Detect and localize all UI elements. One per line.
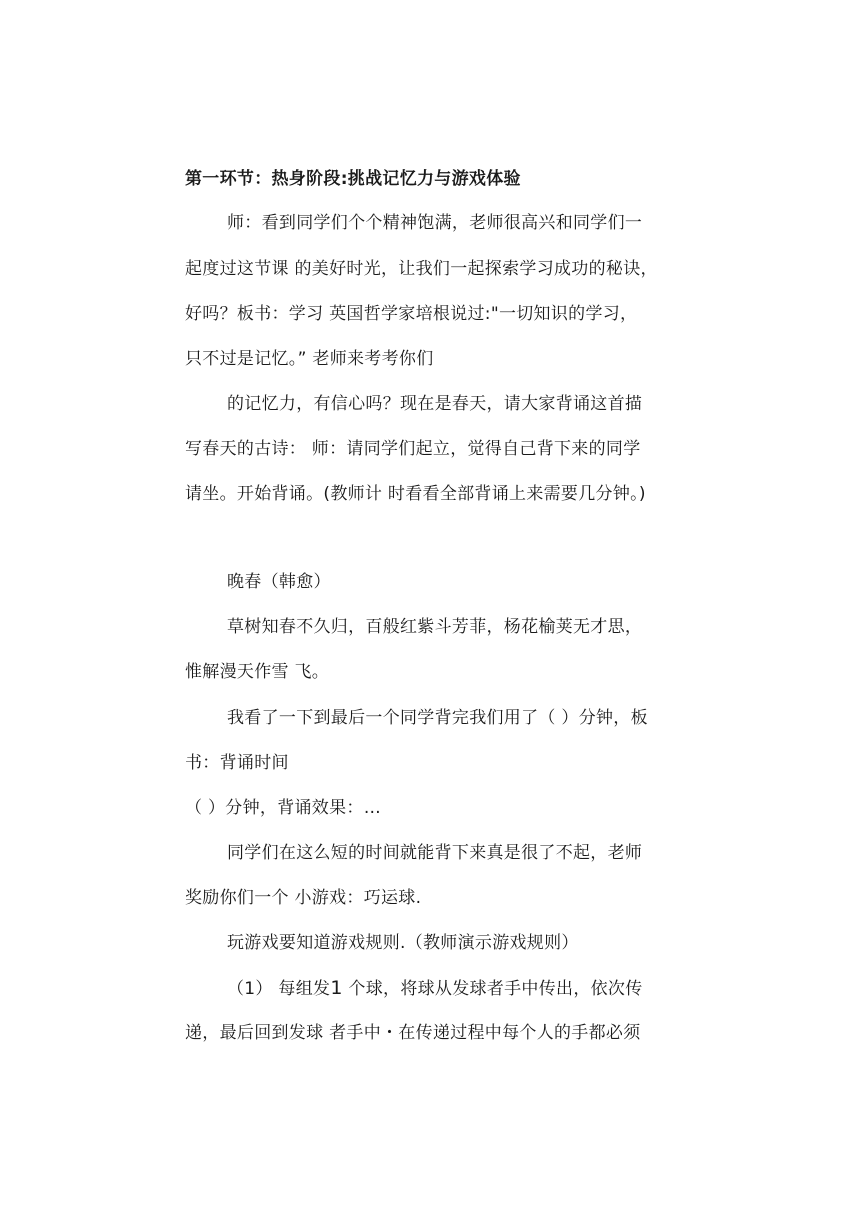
poem-line: 草树知春不久归，百般红紫斗芳菲，杨花榆荚无才思， xyxy=(227,617,643,637)
paragraph-line: 写春天的古诗： 师：请同学们起立，觉得自己背下来的同学 xyxy=(185,439,641,459)
paragraph-line: 起度过这节课 的美好时光，让我们一起探索学习成功的秘诀， xyxy=(185,259,658,279)
paragraph-line: 的记忆力，有信心吗？现在是春天，请大家背诵这首描 xyxy=(227,394,643,414)
paragraph-line: 请坐。开始背诵。(教师计 时看看全部背诵上来需要几分钟。) xyxy=(185,484,646,504)
poem-title: 晚春（韩愈） xyxy=(227,572,331,592)
rule-item-1 xyxy=(227,977,643,1000)
paragraph-line: 好吗？板书：学习 英国哲学家培根说过:"一切知识的学习， xyxy=(185,304,638,324)
paragraph-line: 奖励你们一个 小游戏：巧运球. xyxy=(185,888,422,908)
paragraph-line: （ ）分钟，背诵效果：… xyxy=(185,798,382,818)
paragraph-line: 递，最后回到发球 者手中・在传递过程中每个人的手都必须 xyxy=(185,1023,641,1043)
paragraph-line: 只不过是记忆。” 老师来考考你们 xyxy=(185,349,434,369)
rule-number: 1 xyxy=(330,977,343,999)
paragraph-line: 我看了一下到最后一个同学背完我们用了（ ）分钟，板 xyxy=(227,708,648,728)
poem-line: 惟解漫天作雪 飞。 xyxy=(185,662,330,682)
section-heading: 第一环节：热身阶段:挑战记忆力与游戏体验 xyxy=(185,169,521,189)
paragraph-line: 书：背诵时间 xyxy=(185,753,289,773)
rule-text: 个球，将球从发球者手中传出，依次传 xyxy=(342,979,643,999)
rule-text: （1） 每组发 xyxy=(227,979,331,999)
paragraph-line: 玩游戏要知道游戏规则.（教师演示游戏规则） xyxy=(227,933,579,953)
paragraph-line: 师：看到同学们个个精神饱满，老师很高兴和同学们一 xyxy=(227,213,643,233)
paragraph-line: 同学们在这么短的时间就能背下来真是很了不起，老师 xyxy=(227,843,643,863)
